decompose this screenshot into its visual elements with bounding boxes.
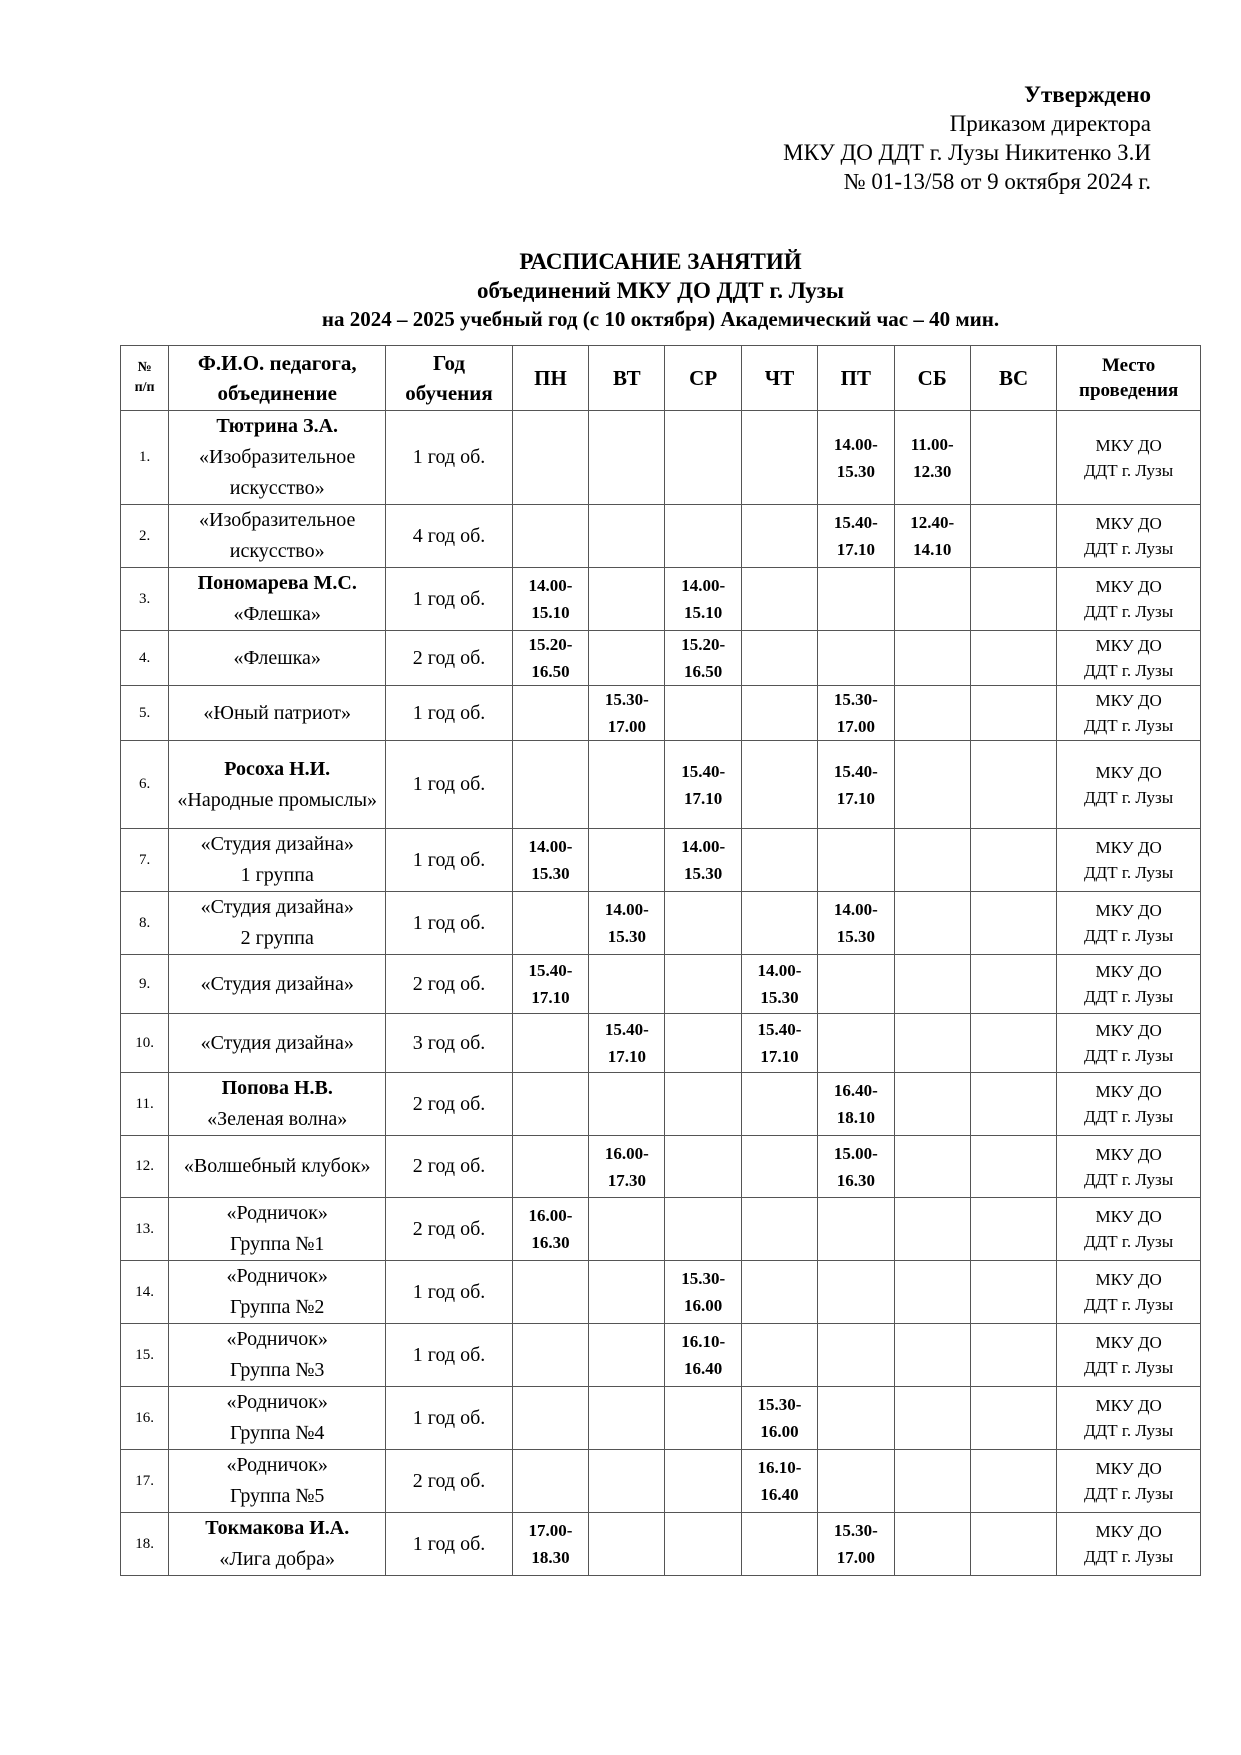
header-row bbox=[121, 346, 1201, 411]
table-row bbox=[121, 1136, 1201, 1198]
row-number: 3. bbox=[121, 568, 169, 631]
table-row bbox=[121, 505, 1201, 568]
row-number: 4. bbox=[121, 631, 169, 686]
time-tue bbox=[589, 568, 665, 631]
study-year: 1 год об. bbox=[386, 1387, 513, 1450]
row-number: 1. bbox=[121, 411, 169, 505]
row-number: 18. bbox=[121, 1513, 169, 1576]
teacher-name: Тютрина З.А. bbox=[216, 415, 339, 437]
table-row bbox=[121, 1198, 1201, 1261]
time-thu bbox=[741, 1513, 817, 1576]
time-sun bbox=[970, 1136, 1056, 1198]
time-fri bbox=[818, 631, 894, 686]
time-thu bbox=[741, 741, 817, 829]
teacher-association-cell bbox=[169, 568, 386, 631]
time-fri: 15.40- 17.10 bbox=[818, 741, 894, 829]
row-number: 12. bbox=[121, 1136, 169, 1198]
time-sun bbox=[970, 829, 1056, 892]
time-sat bbox=[894, 1324, 970, 1387]
table-row bbox=[121, 955, 1201, 1014]
time-wed bbox=[665, 686, 741, 741]
row-number: 11. bbox=[121, 1073, 169, 1136]
time-sat bbox=[894, 686, 970, 741]
association-name: «Студия дизайна» 1 группа bbox=[200, 833, 354, 886]
association-name: «Зеленая волна» bbox=[207, 1108, 348, 1130]
time-tue bbox=[589, 1324, 665, 1387]
approval-order: Приказом директора bbox=[949, 111, 1151, 136]
table-row bbox=[121, 568, 1201, 631]
table-row bbox=[121, 1261, 1201, 1324]
time-fri: 16.40- 18.10 bbox=[818, 1073, 894, 1136]
table-row bbox=[121, 1014, 1201, 1073]
study-year: 3 год об. bbox=[386, 1014, 513, 1073]
association-name: «Лига добра» bbox=[219, 1548, 335, 1570]
time-wed bbox=[665, 1014, 741, 1073]
approval-block bbox=[451, 80, 1151, 196]
time-wed bbox=[665, 1198, 741, 1261]
time-sun bbox=[970, 1324, 1056, 1387]
row-number: 2. bbox=[121, 505, 169, 568]
time-tue: 15.30- 17.00 bbox=[589, 686, 665, 741]
row-number: 15. bbox=[121, 1324, 169, 1387]
association-name: «Родничок» Группа №1 bbox=[226, 1202, 328, 1255]
time-wed: 16.10- 16.40 bbox=[665, 1324, 741, 1387]
association-name: «Волшебный клубок» bbox=[183, 1155, 371, 1177]
row-number: 7. bbox=[121, 829, 169, 892]
header-mon: ПН bbox=[512, 346, 588, 411]
study-year: 2 год об. bbox=[386, 1073, 513, 1136]
association-name: «Флешка» bbox=[233, 646, 321, 669]
time-mon: 14.00- 15.10 bbox=[512, 568, 588, 631]
time-sun bbox=[970, 1387, 1056, 1450]
teacher-association-cell bbox=[169, 1450, 386, 1513]
association-name: «Изобразительное искусство» bbox=[199, 446, 356, 499]
header-fri: ПТ bbox=[818, 346, 894, 411]
study-year: 1 год об. bbox=[386, 892, 513, 955]
schedule-table bbox=[120, 345, 1201, 1576]
study-year: 2 год об. bbox=[386, 1198, 513, 1261]
time-mon bbox=[512, 1324, 588, 1387]
time-fri bbox=[818, 1198, 894, 1261]
time-fri: 15.30- 17.00 bbox=[818, 686, 894, 741]
time-wed bbox=[665, 411, 741, 505]
table-row bbox=[121, 829, 1201, 892]
time-fri bbox=[818, 1261, 894, 1324]
time-sat: 11.00- 12.30 bbox=[894, 411, 970, 505]
time-thu bbox=[741, 1198, 817, 1261]
time-sat bbox=[894, 1014, 970, 1073]
time-sat: 12.40- 14.10 bbox=[894, 505, 970, 568]
venue: МКУ ДО ДДТ г. Лузы bbox=[1057, 892, 1201, 955]
time-tue bbox=[589, 631, 665, 686]
venue: МКУ ДО ДДТ г. Лузы bbox=[1057, 1136, 1201, 1198]
time-fri bbox=[818, 1324, 894, 1387]
time-tue bbox=[589, 505, 665, 568]
time-mon bbox=[512, 1136, 588, 1198]
time-mon: 14.00- 15.30 bbox=[512, 829, 588, 892]
time-tue bbox=[589, 1198, 665, 1261]
time-wed bbox=[665, 892, 741, 955]
time-wed bbox=[665, 1450, 741, 1513]
time-thu bbox=[741, 505, 817, 568]
association-name: «Студия дизайна» bbox=[200, 1031, 354, 1054]
time-sat bbox=[894, 955, 970, 1014]
association-name: «Народные промыслы» bbox=[177, 788, 378, 811]
header-sat: СБ bbox=[894, 346, 970, 411]
time-mon bbox=[512, 1073, 588, 1136]
time-mon bbox=[512, 892, 588, 955]
association-name: «Родничок» Группа №2 bbox=[226, 1265, 328, 1318]
association-name: «Студия дизайна» 2 группа bbox=[200, 896, 354, 949]
teacher-name: Попова Н.В. bbox=[221, 1077, 333, 1099]
time-sun bbox=[970, 955, 1056, 1014]
table-row bbox=[121, 892, 1201, 955]
teacher-association-cell bbox=[169, 829, 386, 892]
row-number: 9. bbox=[121, 955, 169, 1014]
time-fri: 14.00- 15.30 bbox=[818, 892, 894, 955]
title-line-3: на 2024 – 2025 учебный год (с 10 октября) Академический час – 40 мин. bbox=[321, 307, 1000, 331]
time-mon: 16.00- 16.30 bbox=[512, 1198, 588, 1261]
venue: МКУ ДО ДДТ г. Лузы bbox=[1057, 1513, 1201, 1576]
table-row bbox=[121, 1387, 1201, 1450]
study-year: 2 год об. bbox=[386, 1450, 513, 1513]
time-thu bbox=[741, 1136, 817, 1198]
row-number: 17. bbox=[121, 1450, 169, 1513]
teacher-association-cell bbox=[169, 631, 386, 686]
time-sun bbox=[970, 686, 1056, 741]
row-number: 5. bbox=[121, 686, 169, 741]
venue: МКУ ДО ДДТ г. Лузы bbox=[1057, 829, 1201, 892]
time-sun bbox=[970, 1261, 1056, 1324]
time-mon: 15.40- 17.10 bbox=[512, 955, 588, 1014]
time-fri bbox=[818, 955, 894, 1014]
teacher-association-cell bbox=[169, 1387, 386, 1450]
association-name: «Юный патриот» bbox=[203, 701, 352, 724]
venue: МКУ ДО ДДТ г. Лузы bbox=[1057, 1450, 1201, 1513]
time-mon bbox=[512, 741, 588, 829]
time-wed: 14.00- 15.10 bbox=[665, 568, 741, 631]
time-mon bbox=[512, 505, 588, 568]
time-wed bbox=[665, 1387, 741, 1450]
time-wed bbox=[665, 1513, 741, 1576]
time-thu: 16.10- 16.40 bbox=[741, 1450, 817, 1513]
header-num: № п/п bbox=[121, 346, 169, 411]
header-sun: ВС bbox=[970, 346, 1056, 411]
row-number: 16. bbox=[121, 1387, 169, 1450]
association-name: «Изобразительное искусство» bbox=[199, 509, 356, 562]
venue: МКУ ДО ДДТ г. Лузы bbox=[1057, 1387, 1201, 1450]
teacher-association-cell bbox=[169, 741, 386, 829]
approval-heading: Утверждено bbox=[1024, 82, 1151, 107]
approval-order-number: № 01-13/58 от 9 октября 2024 г. bbox=[843, 169, 1151, 194]
time-sat bbox=[894, 1136, 970, 1198]
row-number: 10. bbox=[121, 1014, 169, 1073]
time-sat bbox=[894, 1513, 970, 1576]
time-tue bbox=[589, 411, 665, 505]
teacher-association-cell bbox=[169, 1513, 386, 1576]
time-sat bbox=[894, 1450, 970, 1513]
table-row bbox=[121, 741, 1201, 829]
table-row bbox=[121, 1073, 1201, 1136]
study-year: 2 год об. bbox=[386, 631, 513, 686]
row-number: 6. bbox=[121, 741, 169, 829]
study-year: 1 год об. bbox=[386, 1513, 513, 1576]
table-row bbox=[121, 631, 1201, 686]
time-sat bbox=[894, 568, 970, 631]
association-name: «Флешка» bbox=[233, 603, 321, 625]
venue: МКУ ДО ДДТ г. Лузы bbox=[1057, 1324, 1201, 1387]
venue: МКУ ДО ДДТ г. Лузы bbox=[1057, 411, 1201, 505]
time-sun bbox=[970, 741, 1056, 829]
table-row bbox=[121, 686, 1201, 741]
time-mon bbox=[512, 1014, 588, 1073]
teacher-name: Токмакова И.А. bbox=[205, 1517, 350, 1539]
time-tue bbox=[589, 1387, 665, 1450]
venue: МКУ ДО ДДТ г. Лузы bbox=[1057, 1261, 1201, 1324]
study-year: 1 год об. bbox=[386, 568, 513, 631]
study-year: 1 год об. bbox=[386, 741, 513, 829]
teacher-name: Росоха Н.И. bbox=[224, 757, 331, 780]
time-thu bbox=[741, 829, 817, 892]
venue: МКУ ДО ДДТ г. Лузы bbox=[1057, 568, 1201, 631]
time-sun bbox=[970, 631, 1056, 686]
table-row bbox=[121, 1450, 1201, 1513]
approval-organization: МКУ ДО ДДТ г. Лузы Никитенко З.И bbox=[783, 140, 1151, 165]
header-wed: СР bbox=[665, 346, 741, 411]
time-tue bbox=[589, 1513, 665, 1576]
time-sat bbox=[894, 741, 970, 829]
time-tue bbox=[589, 955, 665, 1014]
venue: МКУ ДО ДДТ г. Лузы bbox=[1057, 631, 1201, 686]
time-sun bbox=[970, 505, 1056, 568]
header-thu: ЧТ bbox=[741, 346, 817, 411]
study-year: 1 год об. bbox=[386, 1261, 513, 1324]
study-year: 1 год об. bbox=[386, 686, 513, 741]
time-thu: 14.00- 15.30 bbox=[741, 955, 817, 1014]
time-sun bbox=[970, 411, 1056, 505]
time-thu bbox=[741, 1073, 817, 1136]
time-fri: 15.30- 17.00 bbox=[818, 1513, 894, 1576]
teacher-association-cell bbox=[169, 892, 386, 955]
time-wed bbox=[665, 1136, 741, 1198]
document-title bbox=[120, 247, 1201, 334]
time-fri bbox=[818, 1014, 894, 1073]
time-tue: 14.00- 15.30 bbox=[589, 892, 665, 955]
time-tue: 16.00- 17.30 bbox=[589, 1136, 665, 1198]
study-year: 2 год об. bbox=[386, 1136, 513, 1198]
time-tue bbox=[589, 1073, 665, 1136]
time-wed bbox=[665, 505, 741, 568]
time-thu bbox=[741, 892, 817, 955]
time-wed bbox=[665, 1073, 741, 1136]
venue: МКУ ДО ДДТ г. Лузы bbox=[1057, 741, 1201, 829]
time-wed: 14.00- 15.30 bbox=[665, 829, 741, 892]
venue: МКУ ДО ДДТ г. Лузы bbox=[1057, 1073, 1201, 1136]
time-tue bbox=[589, 829, 665, 892]
association-name: «Родничок» Группа №3 bbox=[226, 1328, 328, 1381]
time-tue bbox=[589, 1261, 665, 1324]
time-sat bbox=[894, 631, 970, 686]
teacher-association-cell bbox=[169, 686, 386, 741]
row-number: 8. bbox=[121, 892, 169, 955]
time-sun bbox=[970, 1450, 1056, 1513]
time-sun bbox=[970, 1073, 1056, 1136]
time-sun bbox=[970, 1513, 1056, 1576]
teacher-association-cell bbox=[169, 1324, 386, 1387]
study-year: 1 год об. bbox=[386, 411, 513, 505]
time-mon bbox=[512, 1450, 588, 1513]
time-sat bbox=[894, 1073, 970, 1136]
time-fri: 15.00- 16.30 bbox=[818, 1136, 894, 1198]
time-tue bbox=[589, 1450, 665, 1513]
venue: МКУ ДО ДДТ г. Лузы bbox=[1057, 505, 1201, 568]
row-number: 13. bbox=[121, 1198, 169, 1261]
schedule-body bbox=[121, 411, 1201, 1576]
time-thu: 15.30- 16.00 bbox=[741, 1387, 817, 1450]
association-name: «Студия дизайна» bbox=[200, 972, 354, 995]
study-year: 4 год об. bbox=[386, 505, 513, 568]
teacher-association-cell bbox=[169, 505, 386, 568]
time-sun bbox=[970, 1198, 1056, 1261]
time-sat bbox=[894, 1387, 970, 1450]
teacher-name: Пономарева М.С. bbox=[197, 572, 357, 594]
time-wed: 15.40- 17.10 bbox=[665, 741, 741, 829]
time-wed: 15.30- 16.00 bbox=[665, 1261, 741, 1324]
study-year: 2 год об. bbox=[386, 955, 513, 1014]
time-sat bbox=[894, 892, 970, 955]
title-line-2: объединений МКУ ДО ДДТ г. Лузы bbox=[477, 278, 844, 303]
time-sat bbox=[894, 1261, 970, 1324]
time-mon bbox=[512, 1261, 588, 1324]
time-sun bbox=[970, 1014, 1056, 1073]
time-mon bbox=[512, 411, 588, 505]
time-mon bbox=[512, 686, 588, 741]
venue: МКУ ДО ДДТ г. Лузы bbox=[1057, 1198, 1201, 1261]
table-row bbox=[121, 1324, 1201, 1387]
time-thu bbox=[741, 568, 817, 631]
time-fri: 15.40- 17.10 bbox=[818, 505, 894, 568]
table-row bbox=[121, 1513, 1201, 1576]
time-sun bbox=[970, 568, 1056, 631]
header-name: Ф.И.О. педагога, объединение bbox=[169, 346, 386, 411]
teacher-association-cell bbox=[169, 1261, 386, 1324]
time-mon bbox=[512, 1387, 588, 1450]
time-thu bbox=[741, 686, 817, 741]
table-row bbox=[121, 411, 1201, 505]
header-year: Год обучения bbox=[386, 346, 513, 411]
time-fri bbox=[818, 1450, 894, 1513]
teacher-association-cell bbox=[169, 1198, 386, 1261]
header-place: Место проведения bbox=[1057, 346, 1201, 411]
study-year: 1 год об. bbox=[386, 829, 513, 892]
time-wed bbox=[665, 955, 741, 1014]
venue: МКУ ДО ДДТ г. Лузы bbox=[1057, 955, 1201, 1014]
teacher-association-cell bbox=[169, 1073, 386, 1136]
venue: МКУ ДО ДДТ г. Лузы bbox=[1057, 1014, 1201, 1073]
time-wed: 15.20- 16.50 bbox=[665, 631, 741, 686]
time-fri bbox=[818, 568, 894, 631]
header-tue: ВТ bbox=[589, 346, 665, 411]
teacher-association-cell bbox=[169, 411, 386, 505]
time-mon: 17.00- 18.30 bbox=[512, 1513, 588, 1576]
row-number: 14. bbox=[121, 1261, 169, 1324]
association-name: «Родничок» Группа №5 bbox=[226, 1454, 328, 1507]
teacher-association-cell bbox=[169, 1136, 386, 1198]
time-sun bbox=[970, 892, 1056, 955]
time-thu bbox=[741, 1324, 817, 1387]
time-sat bbox=[894, 829, 970, 892]
time-thu bbox=[741, 1261, 817, 1324]
time-thu bbox=[741, 631, 817, 686]
teacher-association-cell bbox=[169, 1014, 386, 1073]
time-fri bbox=[818, 829, 894, 892]
time-fri: 14.00- 15.30 bbox=[818, 411, 894, 505]
time-fri bbox=[818, 1387, 894, 1450]
time-thu: 15.40- 17.10 bbox=[741, 1014, 817, 1073]
study-year: 1 год об. bbox=[386, 1324, 513, 1387]
teacher-association-cell bbox=[169, 955, 386, 1014]
title-line-1: РАСПИСАНИЕ ЗАНЯТИЙ bbox=[519, 249, 802, 274]
time-tue bbox=[589, 741, 665, 829]
association-name: «Родничок» Группа №4 bbox=[226, 1391, 328, 1444]
venue: МКУ ДО ДДТ г. Лузы bbox=[1057, 686, 1201, 741]
time-mon: 15.20- 16.50 bbox=[512, 631, 588, 686]
time-tue: 15.40- 17.10 bbox=[589, 1014, 665, 1073]
time-thu bbox=[741, 411, 817, 505]
time-sat bbox=[894, 1198, 970, 1261]
